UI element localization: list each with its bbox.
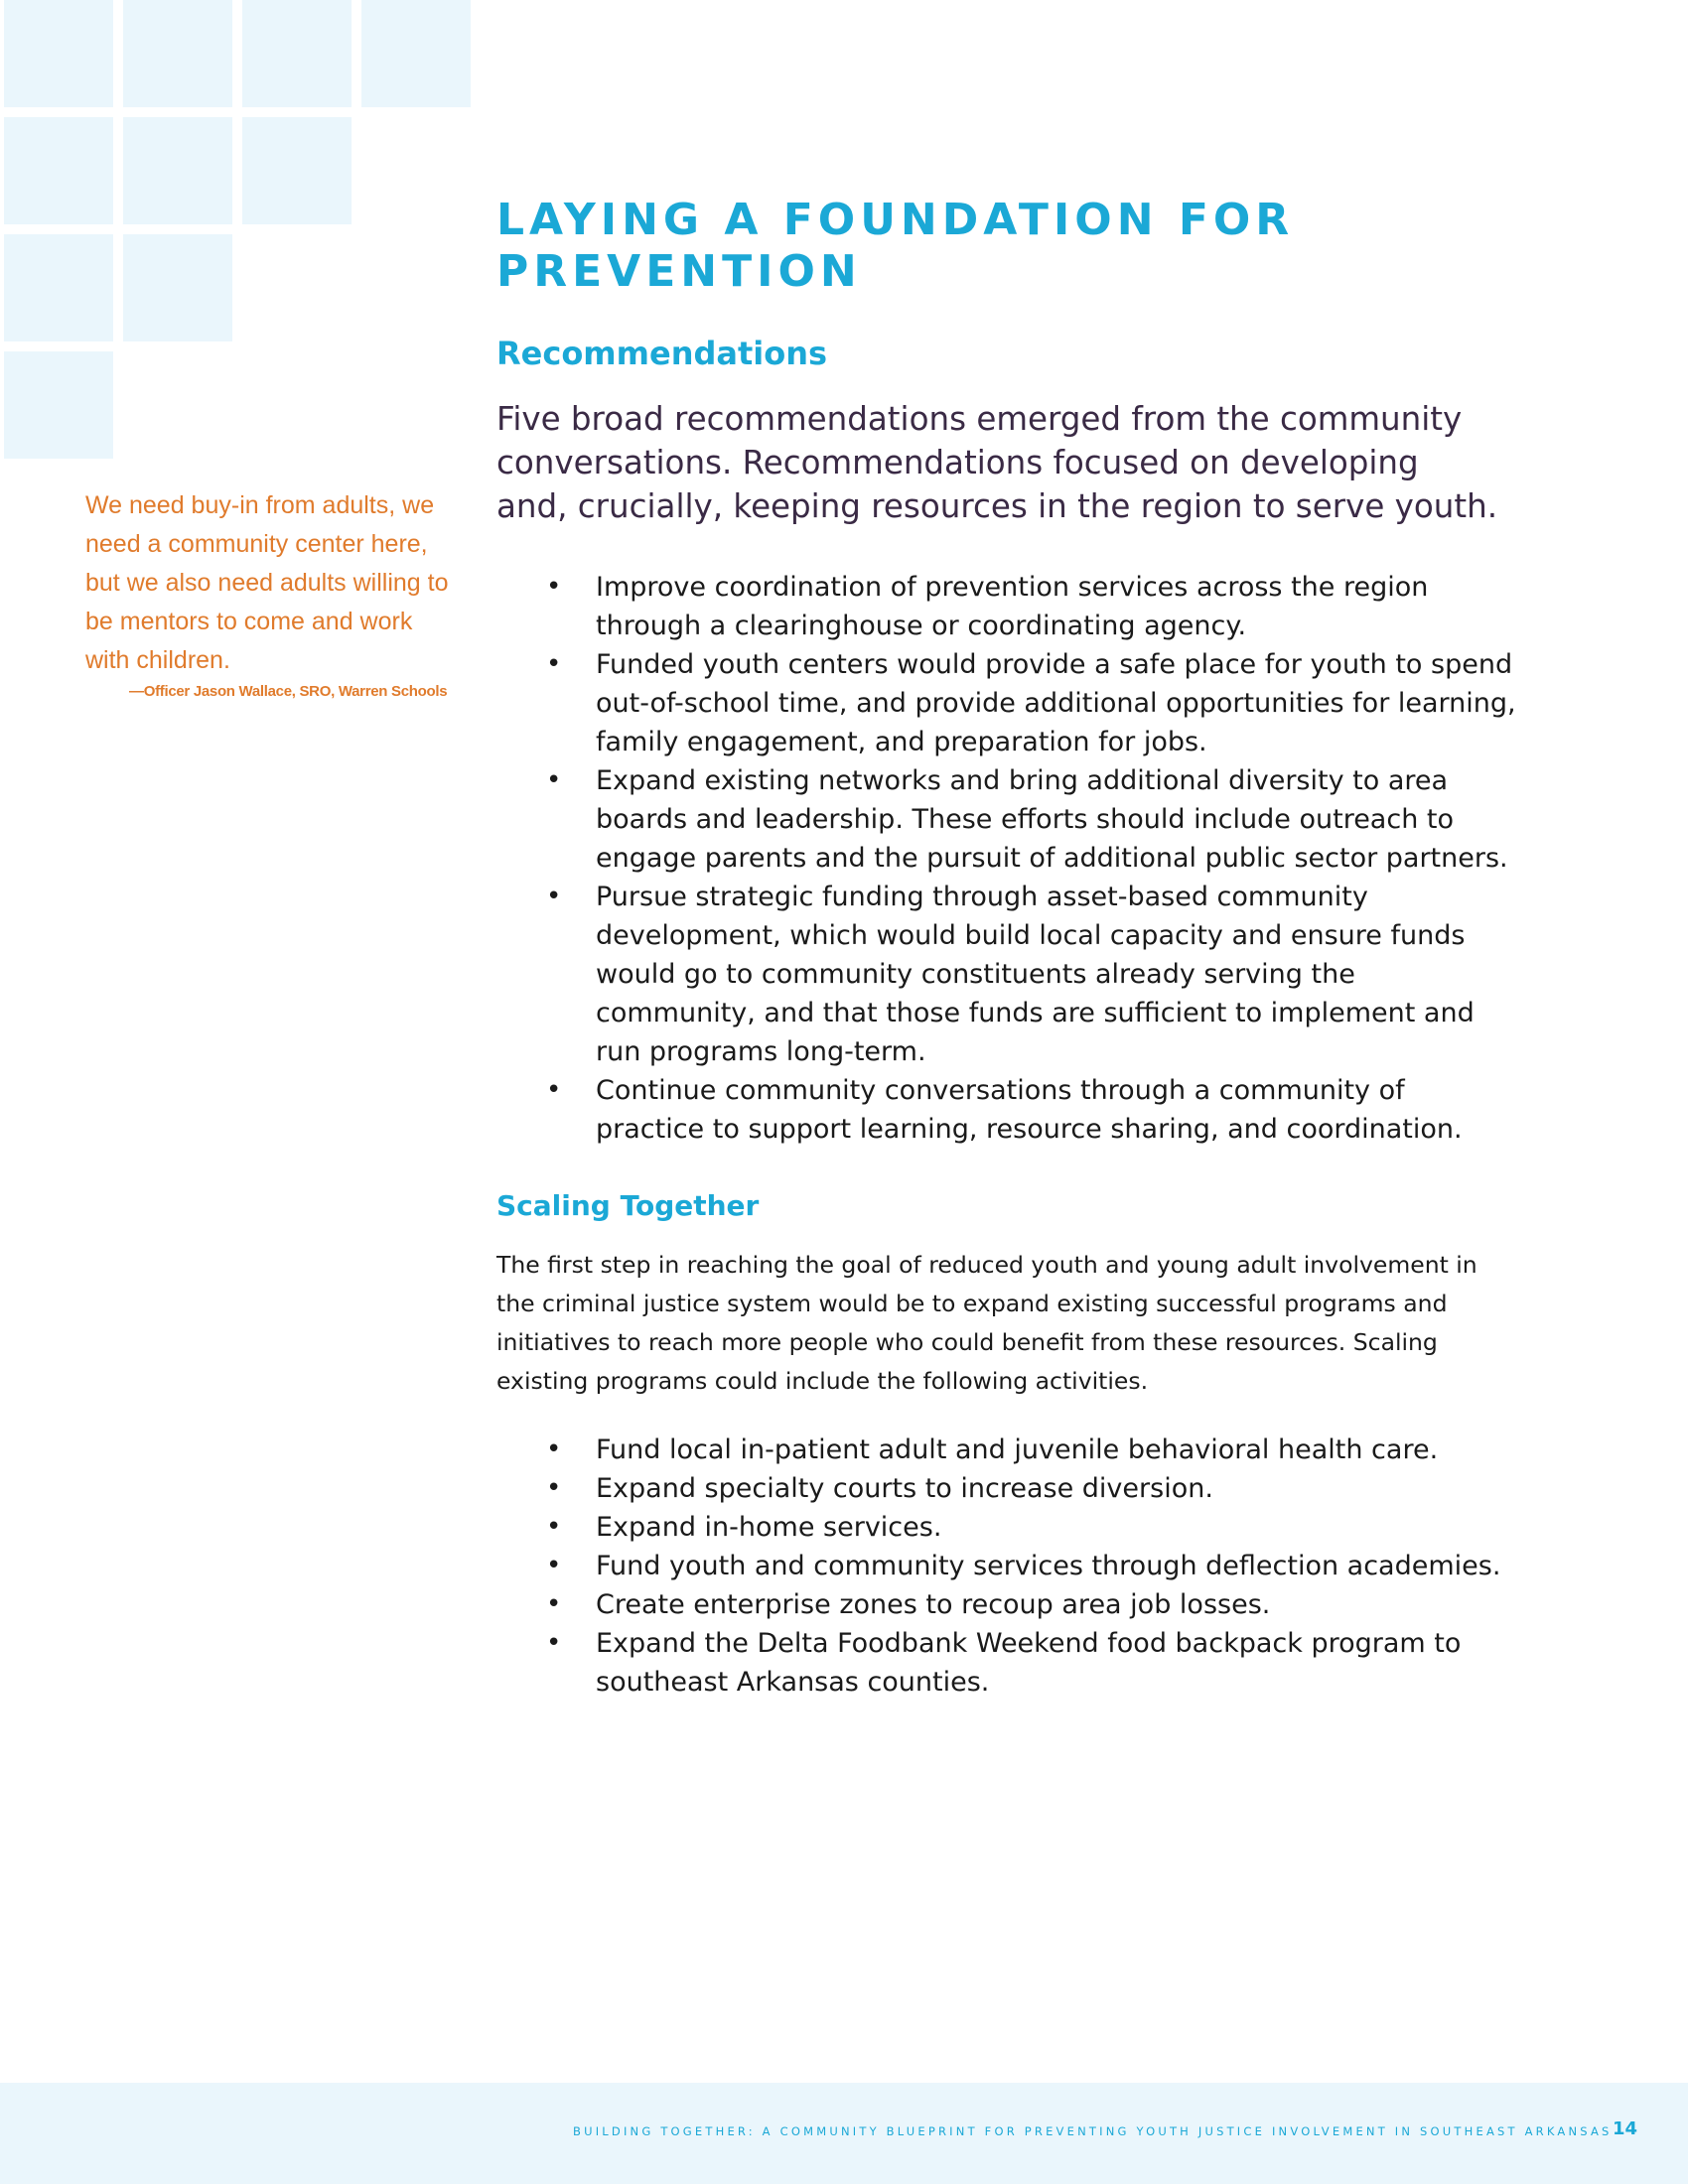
page-number: 14 <box>1613 2118 1638 2139</box>
list-item: • Expand existing networks and bring additional diversity to area boards and leadership. These efforts should include outreach to engage parents and the pursuit of additional public sector partners. <box>596 761 1519 878</box>
recommendations-lead: Five broad recommendations emerged from the community conversations. Recommendations focused on developing and, crucially, keeping resources in the region to serve youth. <box>496 400 1498 525</box>
decorative-tile <box>123 117 232 224</box>
list-item: • Fund local in-patient adult and juvenile behavioral health care. <box>596 1431 1519 1469</box>
recommendations-heading: Recommendations <box>496 335 828 372</box>
list-item: • Continue community conversations through a community of practice to support learning, resource sharing, and coordination. <box>596 1071 1519 1149</box>
list-item: • Improve coordination of prevention services across the region through a clearinghouse or coordinating agency. <box>596 568 1519 645</box>
footer-band <box>0 2083 1688 2184</box>
decorative-tile <box>4 234 113 341</box>
decorative-tile <box>242 0 352 107</box>
decorative-tile <box>123 0 232 107</box>
list-item: • Expand in-home services. <box>596 1508 1519 1547</box>
list-item: • Expand specialty courts to increase diversion. <box>596 1469 1519 1508</box>
decorative-tile <box>242 117 352 224</box>
list-item: • Fund youth and community services through deflection academies. <box>596 1547 1519 1585</box>
decorative-tile <box>4 117 113 224</box>
recommendations-list <box>496 568 1519 1149</box>
list-item: • Create enterprise zones to recoup area job losses. <box>596 1585 1519 1624</box>
decorative-tile <box>361 0 471 107</box>
quote-attribution: —Officer Jason Wallace, SRO, Warren Schools <box>129 683 448 700</box>
sidebar-quote: We need buy-in from adults, we need a community center here, but we also need adults willing to be mentors to come and work with children. <box>85 491 449 674</box>
scaling-list <box>496 1431 1519 1702</box>
decorative-tile <box>123 234 232 341</box>
footer-running-title: BUILDING TOGETHER: A COMMUNITY BLUEPRINT FOR PREVENTING YOUTH JUSTICE INVOLVEMENT IN SOUTHEAST ARKANSAS <box>573 2124 1613 2138</box>
decorative-tile-mosaic <box>0 0 477 467</box>
decorative-tile <box>4 0 113 107</box>
decorative-tile <box>4 351 113 459</box>
list-item: • Pursue strategic funding through asset-based community development, which would build local capacity and ensure funds would go to community constituents already serving the community, and that those funds are sufficient to implement and run programs long-term. <box>596 878 1519 1071</box>
list-item: • Funded youth centers would provide a safe place for youth to spend out-of-school time, and provide additional opportunities for learning, family engagement, and preparation for jobs. <box>596 645 1519 761</box>
main-content <box>496 195 1516 1702</box>
list-item: • Expand the Delta Foodbank Weekend food backpack program to southeast Arkansas counties. <box>596 1624 1519 1702</box>
scaling-heading: Scaling Together <box>496 1189 760 1222</box>
page-title: LAYING A FOUNDATION FOR PREVENTION <box>496 195 1295 297</box>
scaling-body: The first step in reaching the goal of reduced youth and young adult involvement in the criminal justice system would be to expand existing successful programs and initiatives to reach more people who could benefit from these resources. Scaling existing programs could include the following activities. <box>496 1251 1477 1395</box>
